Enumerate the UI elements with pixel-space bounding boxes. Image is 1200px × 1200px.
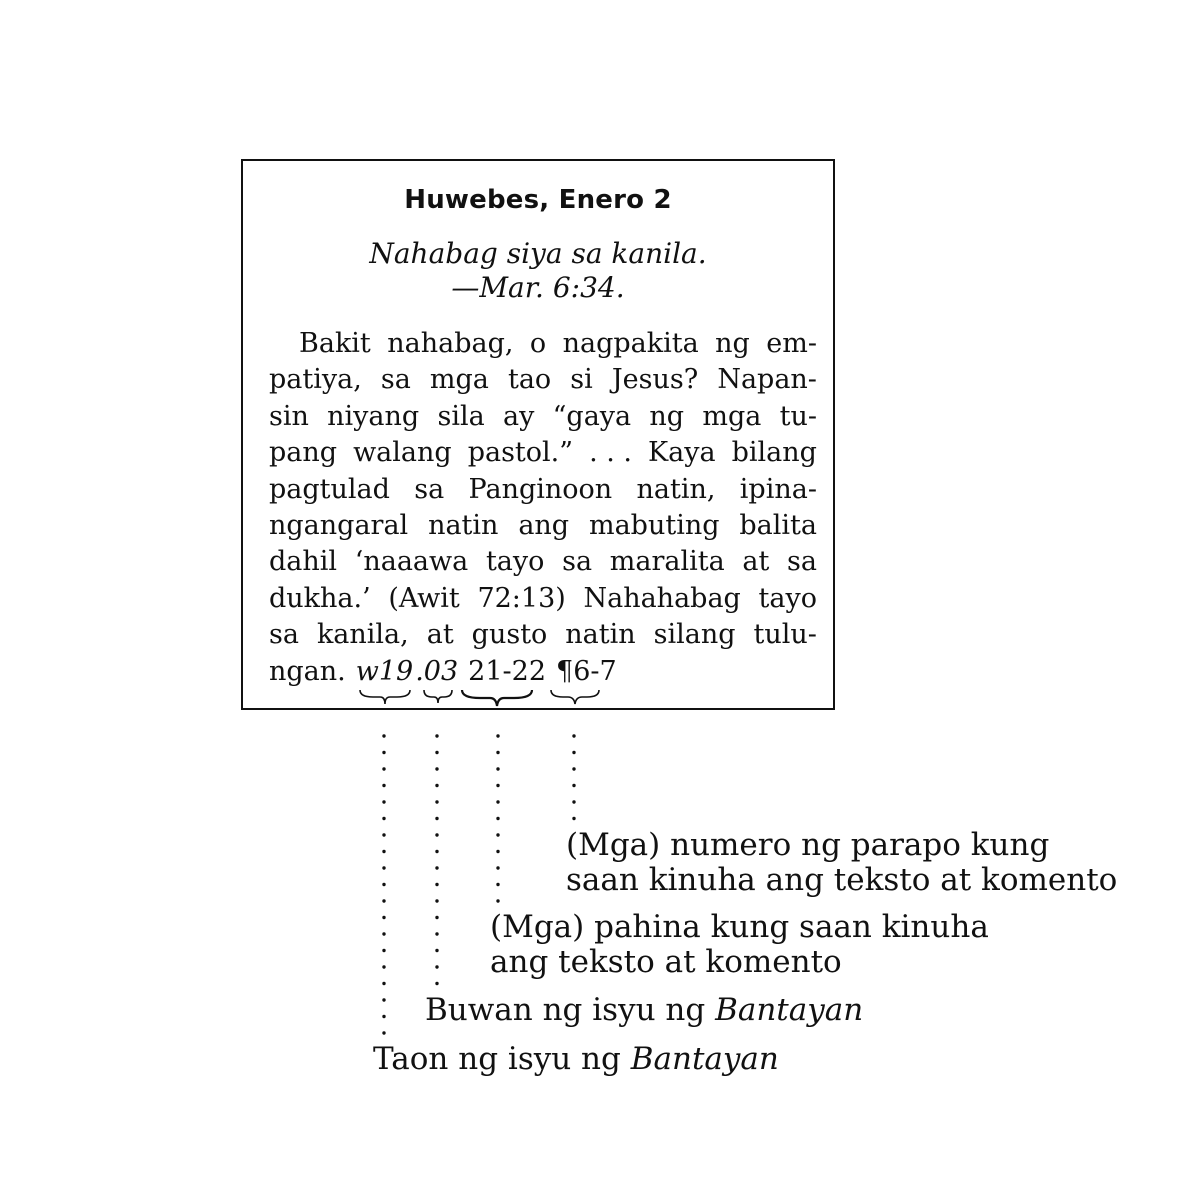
verse-text: Nahabag siya sa kanila. bbox=[369, 237, 707, 270]
body-word: kanila, bbox=[316, 619, 409, 651]
caption-pages-line1: (Mga) pahina kung saan kinuha bbox=[490, 909, 989, 945]
body-word: tu- bbox=[779, 400, 817, 432]
body-word: gusto bbox=[471, 619, 548, 651]
body-word: tayo bbox=[758, 582, 817, 614]
body-word: sa bbox=[414, 473, 445, 505]
body-word: sa bbox=[380, 364, 411, 396]
body-word: Nahahabag bbox=[583, 582, 741, 614]
body-word: sila bbox=[437, 400, 485, 432]
body-word: dahil bbox=[269, 546, 338, 578]
body-word: si bbox=[570, 364, 593, 396]
body-word: maralita bbox=[609, 546, 725, 578]
body-word: sa bbox=[562, 546, 593, 578]
body-word: tao bbox=[507, 364, 552, 396]
body-word: o bbox=[529, 328, 547, 359]
body-word: walang bbox=[353, 437, 452, 469]
body-word: ipina- bbox=[739, 473, 817, 505]
body-word: “gaya bbox=[552, 400, 632, 432]
body-word: ang bbox=[518, 509, 570, 541]
caption-paragraphs bbox=[566, 828, 1117, 898]
body-word: natin bbox=[428, 509, 499, 541]
caption-pages bbox=[490, 910, 989, 980]
body-word: ay bbox=[502, 400, 535, 432]
body-word: balita bbox=[739, 509, 817, 541]
body-word: . . . bbox=[589, 437, 632, 469]
body-word: sa bbox=[269, 619, 299, 651]
body-word: nahabag, bbox=[387, 328, 514, 359]
body-word: Jesus? bbox=[611, 364, 699, 396]
body-word: Kaya bbox=[647, 437, 716, 469]
body-word: (Awit bbox=[388, 582, 460, 614]
verse-citation: —Mar. 6:34. bbox=[451, 271, 625, 304]
body-word: mga bbox=[702, 400, 762, 432]
body-word: ngangaral bbox=[269, 509, 409, 541]
body-word: 72:13) bbox=[477, 582, 566, 614]
body-word: tayo bbox=[485, 546, 545, 578]
body-word: niyang bbox=[327, 400, 420, 432]
body-word: Bakit bbox=[299, 328, 371, 359]
card-date-heading: Huwebes, Enero 2 bbox=[404, 185, 672, 215]
caption-month-text: Buwan ng isyu ng bbox=[425, 992, 716, 1028]
caption-year bbox=[373, 1042, 779, 1077]
body-word: bilang bbox=[731, 437, 817, 469]
body-word: dukha.’ bbox=[269, 582, 371, 614]
caption-year-text: Taon ng isyu ng bbox=[373, 1041, 631, 1077]
caption-month-magazine: Bantayan bbox=[715, 992, 864, 1028]
body-word: em- bbox=[766, 328, 817, 359]
body-word: tulu- bbox=[753, 619, 817, 651]
body-word: pastol.” bbox=[467, 437, 574, 469]
caption-paragraphs-line1: (Mga) numero ng parapo kung bbox=[566, 827, 1050, 863]
body-word: silang bbox=[653, 619, 736, 651]
ref-paragraphs: ¶6-7 bbox=[556, 655, 617, 687]
body-word: sin bbox=[269, 400, 309, 432]
ref-year: w19 bbox=[355, 655, 414, 687]
body-word: ng bbox=[649, 400, 685, 432]
body-word: nagpakita bbox=[562, 328, 699, 359]
ref-month: .03 bbox=[415, 655, 459, 687]
caption-month bbox=[425, 993, 863, 1028]
body-word: pagtulad bbox=[269, 473, 390, 505]
body-word: ngan. bbox=[269, 655, 346, 687]
body-word: pang bbox=[269, 437, 338, 469]
ref-pages: 21-22 bbox=[468, 655, 547, 687]
caption-paragraphs-line2: saan kinuha ang teksto at komento bbox=[566, 862, 1118, 898]
body-word: Panginoon bbox=[468, 473, 613, 505]
body-word: sa bbox=[787, 546, 817, 578]
body-word: natin bbox=[565, 619, 636, 651]
body-word: mabuting bbox=[588, 509, 720, 541]
body-word: at bbox=[742, 546, 770, 578]
body-word: ng bbox=[715, 328, 750, 359]
body-word: Napan- bbox=[717, 364, 817, 396]
body-word: ‘naaawa bbox=[354, 546, 469, 578]
body-word: patiya, bbox=[269, 364, 362, 396]
caption-year-magazine: Bantayan bbox=[630, 1041, 779, 1077]
caption-pages-line2: ang teksto at komento bbox=[490, 944, 842, 980]
body-word: at bbox=[426, 619, 454, 651]
body-word: mga bbox=[429, 364, 489, 396]
body-word: natin, bbox=[636, 473, 716, 505]
